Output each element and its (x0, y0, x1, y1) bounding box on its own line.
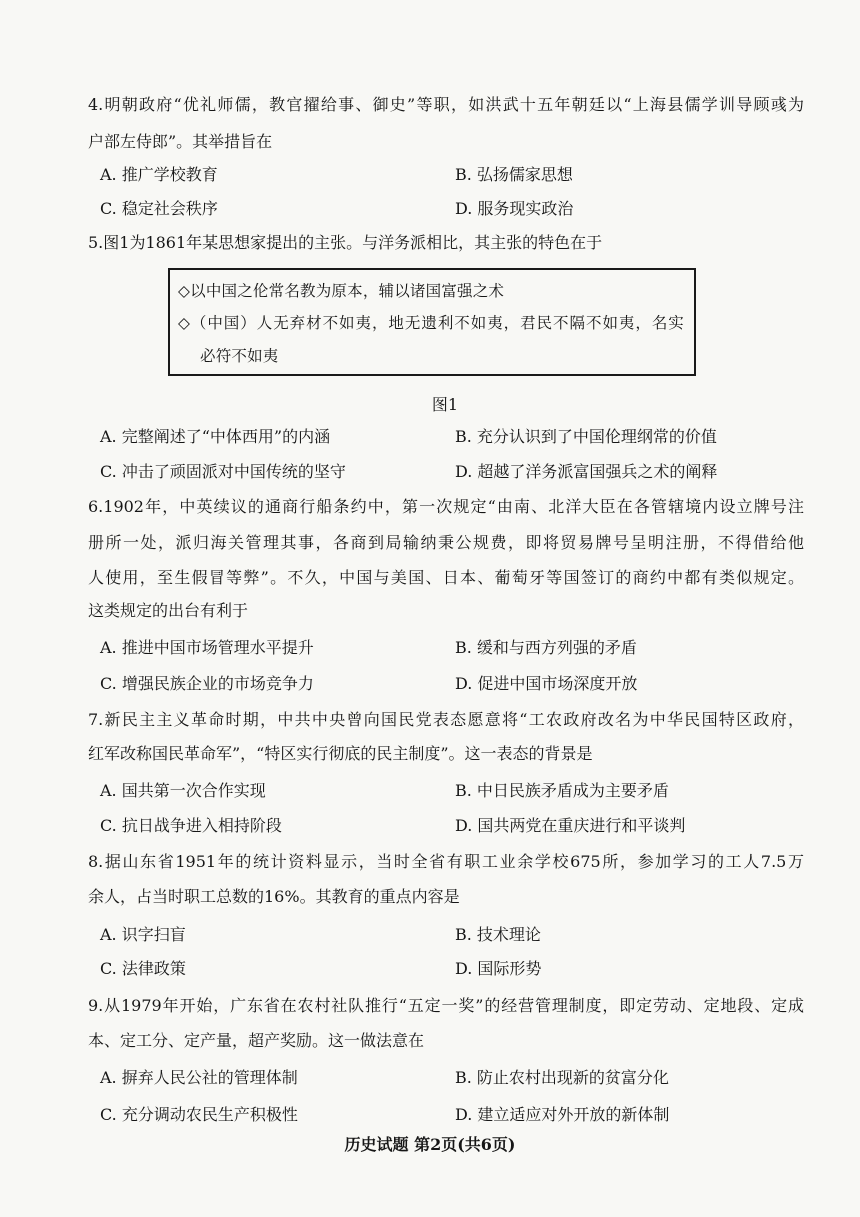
figure-quote-line: ◇（中国）人无弃材不如夷，地无遗利不如夷，君民不隔不如夷，名实 (178, 314, 684, 332)
option-c: C. 抗日战争进入相持阶段 (100, 816, 282, 835)
page-footer: 历史试题 第2页(共6页) (344, 1135, 516, 1154)
option-b: B. 技术理论 (455, 925, 541, 944)
question-stem-line: 6.1902年，中英续议的通商行船条约中，第一次规定“由南、北洋大臣在各管辖境内设立牌号注 (88, 497, 804, 516)
figure-1-box (168, 268, 696, 376)
question-stem-line: 8.据山东省1951年的统计资料显示，当时全省有职工业余学校675所，参加学习的工人7.5万 (88, 852, 804, 871)
question-stem-line: 7.新民主主义革命时期，中共中央曾向国民党表态愿意将“工农政府改名为中华民国特区政府， (88, 710, 804, 729)
option-c: C. 增强民族企业的市场竞争力 (100, 674, 314, 693)
option-d: D. 建立适应对外开放的新体制 (455, 1105, 670, 1124)
option-a: A. 识字扫盲 (100, 925, 186, 944)
option-a: A. 完整阐述了“中体西用”的内涵 (100, 427, 331, 446)
option-b: B. 防止农村出现新的贫富分化 (455, 1068, 669, 1087)
option-c: C. 充分调动农民生产积极性 (100, 1105, 298, 1124)
option-c: C. 法律政策 (100, 959, 186, 978)
question-stem-line: 人使用，至生假冒等弊”。不久，中国与美国、日本、葡萄牙等国签订的商约中都有类似规定。 (88, 568, 804, 587)
question-stem-line: 4.明朝政府“优礼师儒，教官擢给事、御史”等职，如洪武十五年朝廷以“上海县儒学训导顾彧为 (88, 95, 804, 114)
option-b: B. 弘扬儒家思想 (455, 165, 573, 184)
option-a: A. 国共第一次合作实现 (100, 781, 266, 800)
question-stem-line: 户部左侍郎”。其举措旨在 (88, 132, 273, 151)
figure-quote-line: 必符不如夷 (200, 347, 279, 365)
option-b: B. 缓和与西方列强的矛盾 (455, 638, 637, 657)
question-stem-line: 册所一处，派归海关管理其事，各商到局输纳秉公规费，即将贸易牌号呈明注册，不得借给他 (88, 533, 804, 552)
question-stem-line: 红军改称国民革命军”，“特区实行彻底的民主制度”。这一表态的背景是 (88, 744, 593, 763)
option-b: B. 充分认识到了中国伦理纲常的价值 (455, 427, 717, 446)
option-d: D. 国际形势 (455, 959, 542, 978)
option-a: A. 推进中国市场管理水平提升 (100, 638, 314, 657)
option-d: D. 服务现实政治 (455, 199, 574, 218)
question-stem-line: 9.从1979年开始，广东省在农村社队推行“五定一奖”的经营管理制度，即定劳动、定地段、定成 (88, 996, 804, 1015)
option-d: D. 超越了洋务派富国强兵之术的阐释 (455, 462, 718, 481)
figure-caption: 图1 (431, 395, 459, 414)
question-stem-line: 本、定工分、定产量，超产奖励。这一做法意在 (88, 1031, 425, 1050)
question-stem-line: 这类规定的出台有利于 (88, 601, 249, 620)
figure-quote-line: ◇以中国之伦常名教为原本，辅以诸国富强之术 (178, 282, 505, 300)
option-c: C. 冲击了顽固派对中国传统的坚守 (100, 462, 346, 481)
question-stem-line: 余人，占当时职工总数的16%。其教育的重点内容是 (88, 887, 460, 906)
option-a: A. 摒弃人民公社的管理体制 (100, 1068, 298, 1087)
option-a: A. 推广学校教育 (100, 165, 218, 184)
option-b: B. 中日民族矛盾成为主要矛盾 (455, 781, 669, 800)
question-stem-line: 5.图1为1861年某思想家提出的主张。与洋务派相比，其主张的特色在于 (88, 233, 603, 252)
option-d: D. 国共两党在重庆进行和平谈判 (455, 816, 686, 835)
option-d: D. 促进中国市场深度开放 (455, 674, 638, 693)
option-c: C. 稳定社会秩序 (100, 199, 218, 218)
